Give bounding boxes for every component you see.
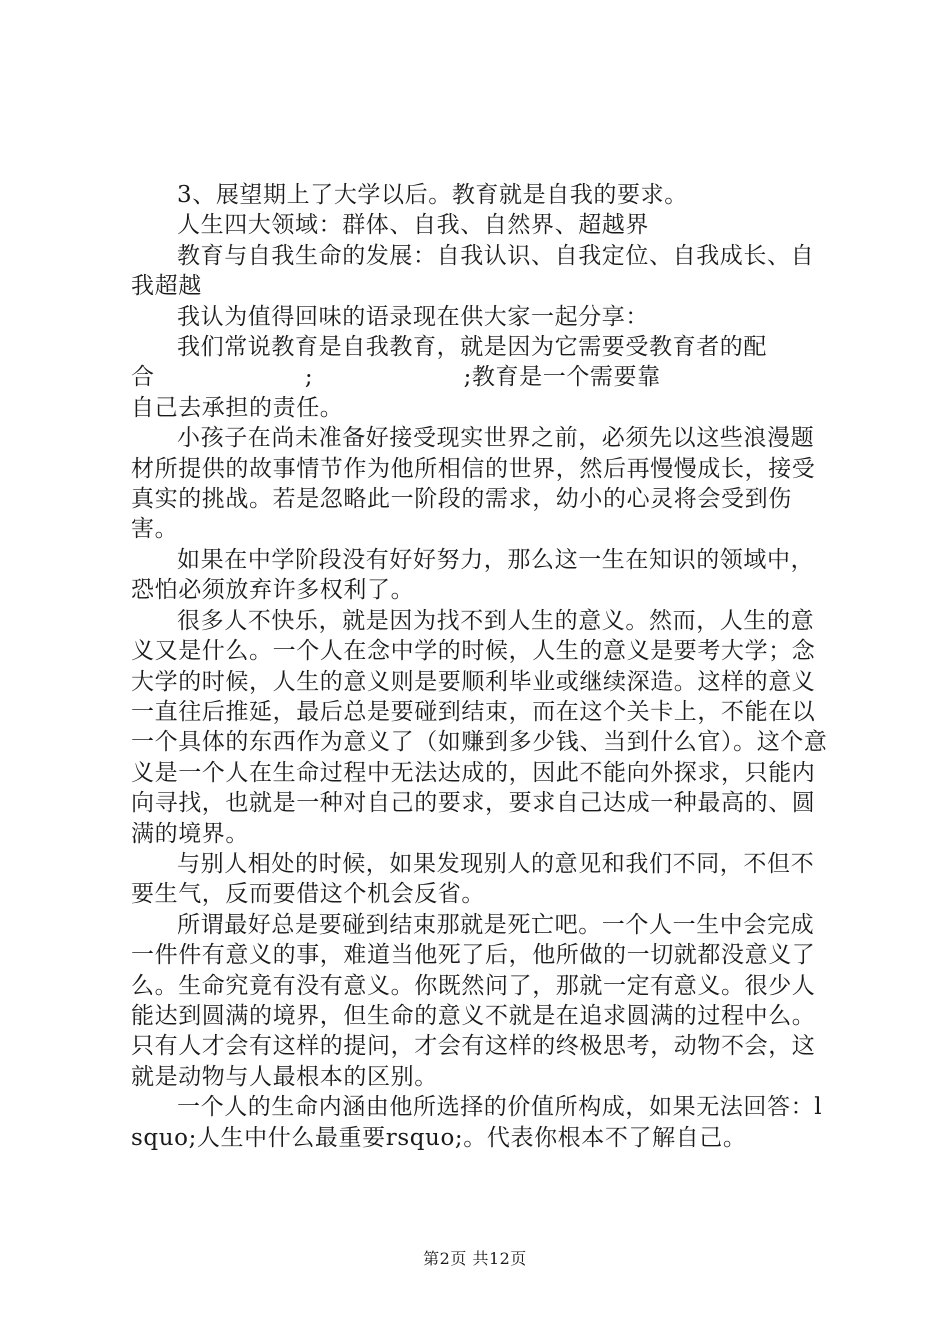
paragraph: 很多人不快乐，就是因为找不到人生的意义。然而，人生的意义又是什么。一个人在念中学的时候，人生的意义是要考大学；念大学的时候，人生的意义则是要顺利毕业或继续深造。这样的意义一直往后推延，最后总是要碰到结束，而在这个关卡上，不能在以一个具体的东西作为意义了（如赚到多少钱、当到什么官）。这个意义是一个人在生命过程中无法达成的，因此不能向外探求，只能内向寻找，也就是一种对自己的要求，要求自己达成一种最高的、圆满的境界。 [131, 607, 828, 847]
quote-line: 合 ; ;教育是一个需要靠 [131, 364, 661, 391]
paragraph: 所谓最好总是要碰到结束那就是死亡吧。一个人一生中会完成一件件有意义的事，难道当他死了后，他所做的一切就都没意义了么。生命究竟有没有意义。你既然问了，那就一定有意义。很少人能达到圆满的境界，但生命的意义不就是在追求圆满的过程中么。只有人才会有这样的提问，才会有这样的终极思考，动物不会，这就是动物与人最根本的区别。 [131, 911, 816, 1090]
paragraph: 人生四大领域：群体、自我、自然界、超越界 [177, 212, 649, 239]
quote-block [131, 332, 831, 423]
paragraph: 教育与自我生命的发展：自我认识、自我定位、自我成长、自我超越 [131, 242, 815, 300]
page-footer: 第2页 共12页 [423, 1249, 527, 1268]
quote-line: 我们常说教育是自我教育，就是因为它需要受教育者的配 [177, 334, 767, 361]
paragraph: 与别人相处的时候，如果发现别人的意见和我们不同，不但不要生气，反而要借这个机会反省。 [131, 850, 815, 908]
quote-line: 自己去承担的责任。 [131, 394, 344, 421]
paragraph: 一个人的生命内涵由他所选择的价值所构成，如果无法回答：lsquo;人生中什么最重要rsquo;。代表你根本不了解自己。 [131, 1094, 823, 1151]
paragraph: 小孩子在尚未准备好接受现实世界之前，必须先以这些浪漫题材所提供的故事情节作为他所相信的世界，然后再慢慢成长，接受真实的挑战。若是忽略此一阶段的需求，幼小的心灵将会受到伤害。 [131, 425, 816, 543]
document-body [131, 180, 831, 1153]
paragraph: 3、展望期上了大学以后。教育就是自我的要求。 [177, 182, 688, 208]
paragraph: 我认为值得回味的语录现在供大家一起分享： [177, 303, 649, 330]
paragraph: 如果在中学阶段没有好好努力，那么这一生在知识的领域中，恐怕必须放弃许多权利了。 [131, 546, 815, 604]
